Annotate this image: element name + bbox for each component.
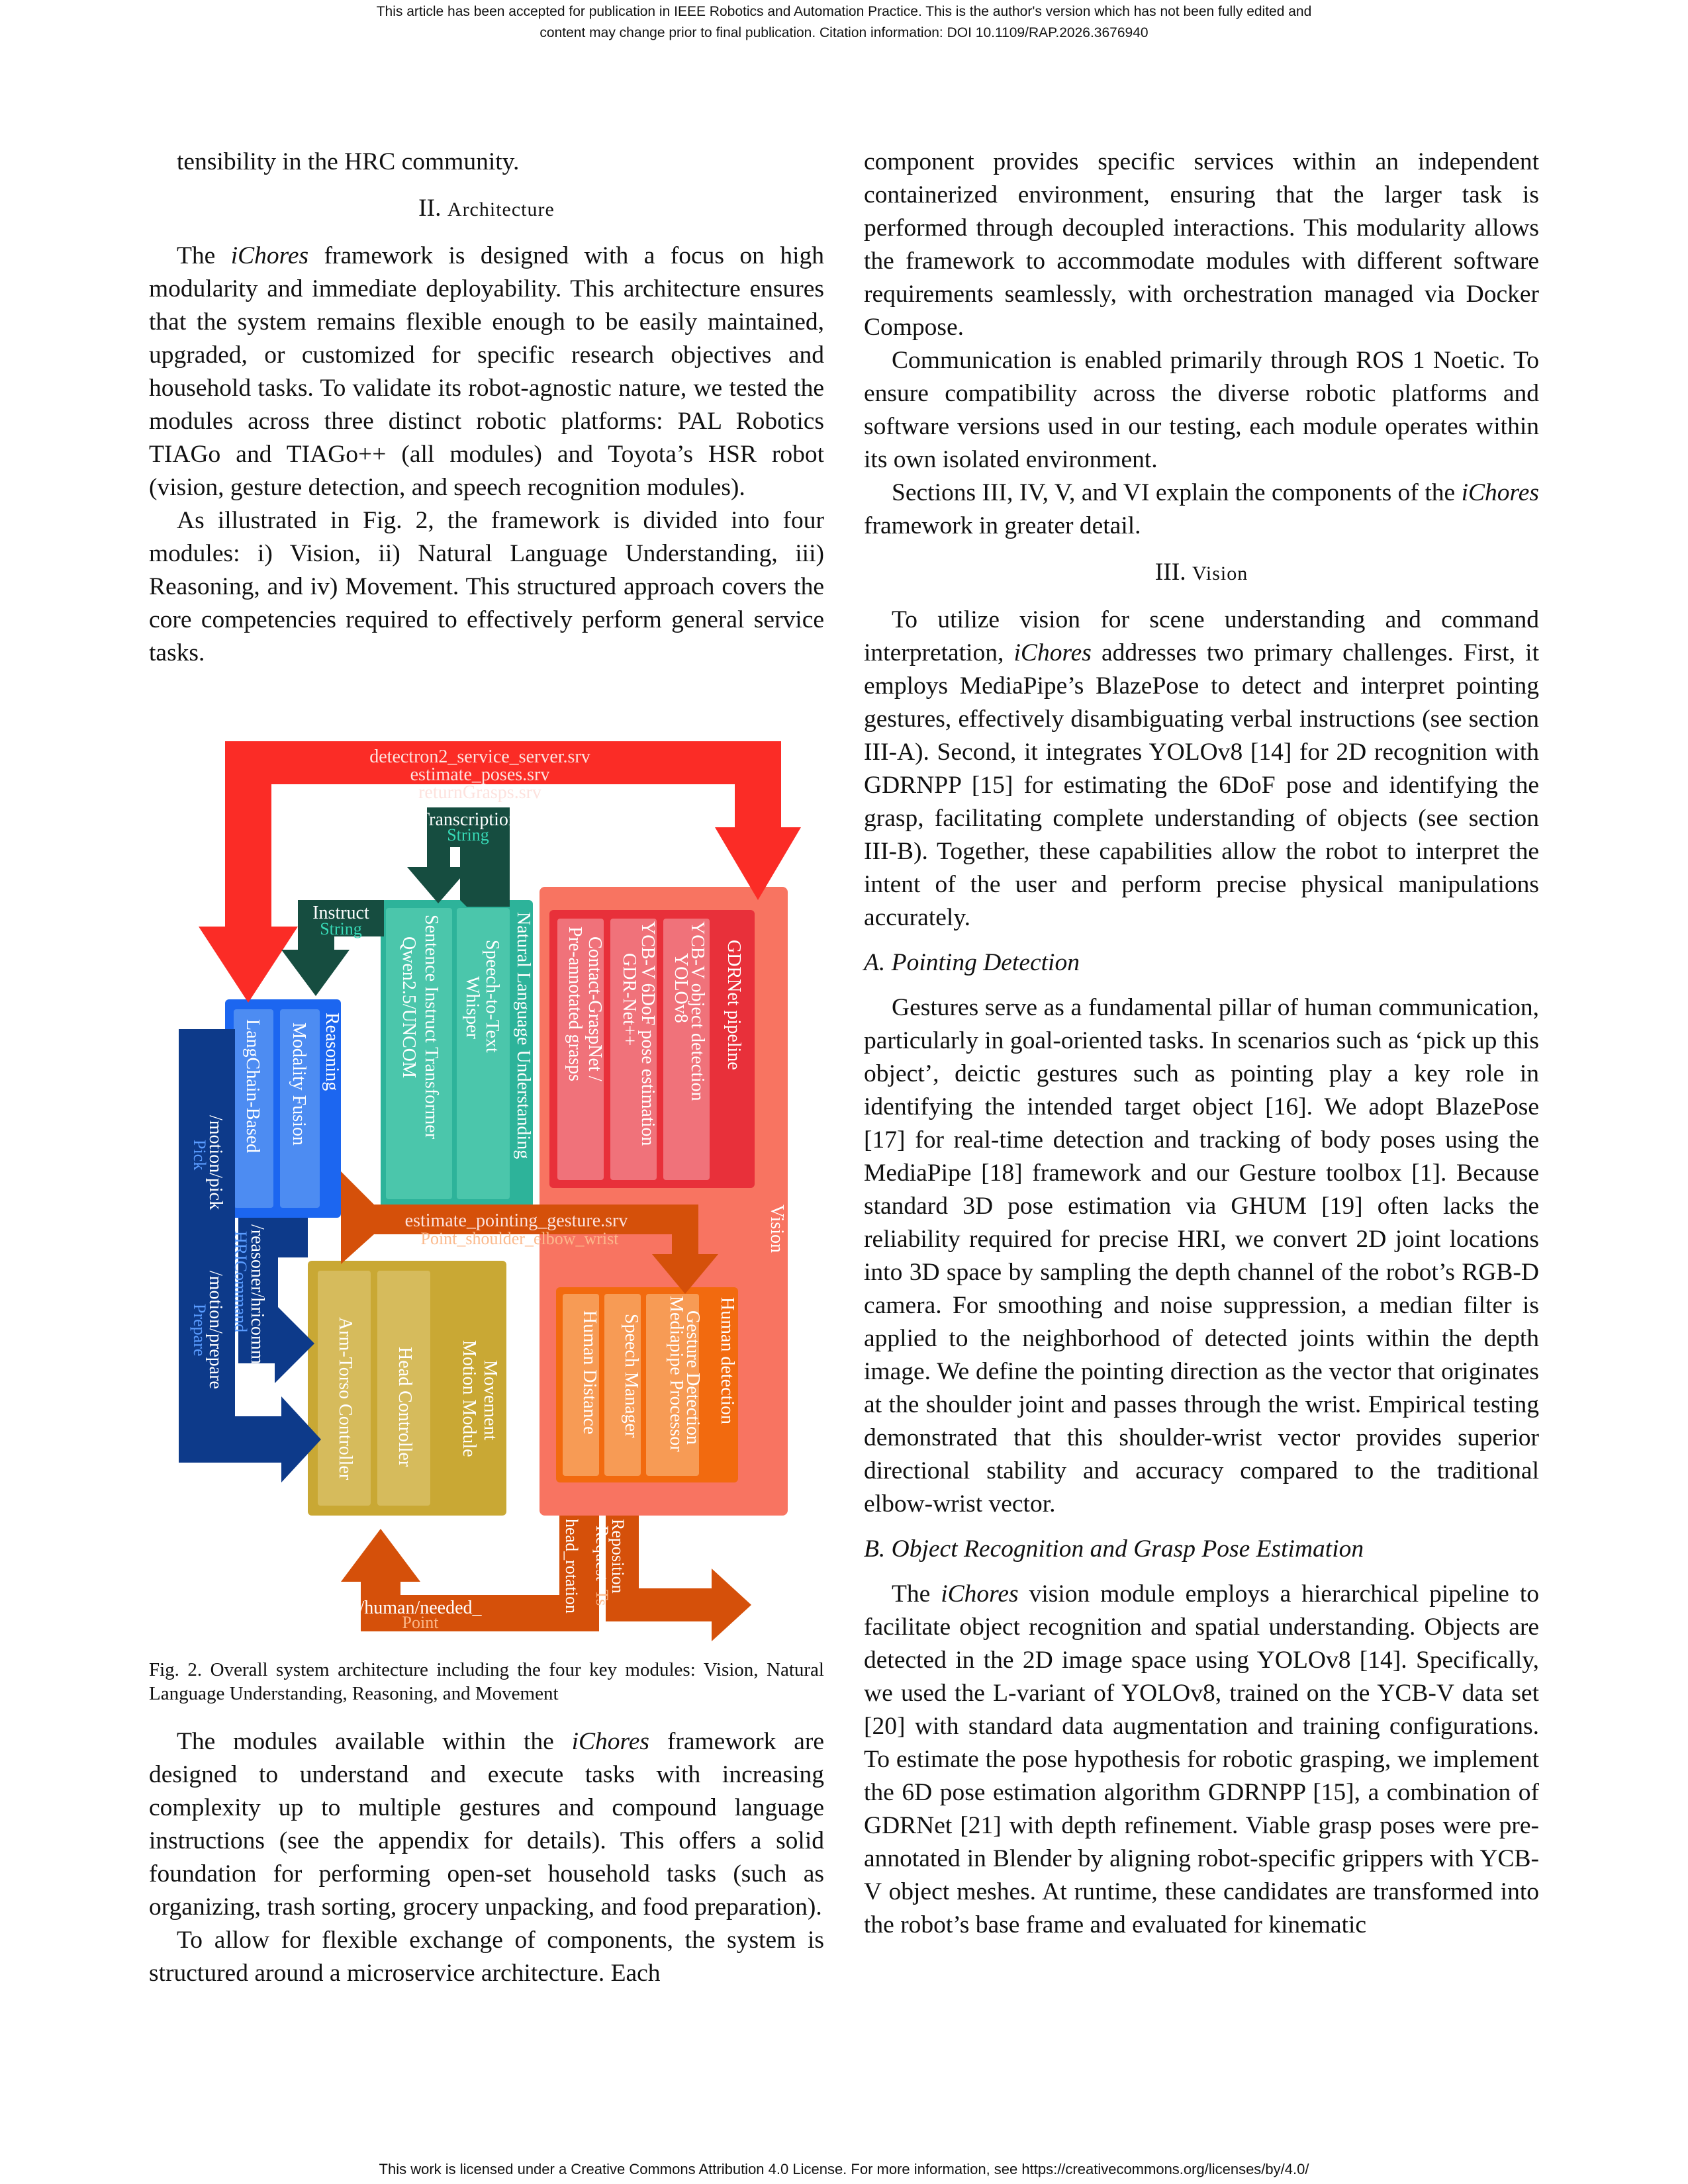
human-distance-label: Human Distance bbox=[579, 1310, 600, 1435]
prepare-type-label: Prepare bbox=[190, 1304, 209, 1357]
motion-pick-arrow-stem bbox=[179, 1029, 235, 1463]
reposition-label: Reposition bbox=[608, 1519, 628, 1594]
text: addresses two primary challenges. First, it employs MediaPipe’s BlazePose to detect and interpret pointing gestures, effectively disambiguating verbal instructions (see section III-A). Second, it integrates YOLOv8 [14] for 2D recognition with GDRNPP [15] for estimating the 6DoF pose and identifying the grasp, facilitating complete understanding of objects (see section III-B). Together, these capabilities allow the robot to interpret the intent of the user and perform precise physical manipulations accurately. bbox=[864, 639, 1539, 931]
gdrnet-pose-estimation: YCB-V 6DoF pose estimation bbox=[637, 921, 658, 1146]
mediapipe-label: Mediapipe Processor bbox=[666, 1296, 686, 1452]
point-type-label: Point bbox=[402, 1613, 439, 1632]
hri-topic-label: /reasoner/hricommand bbox=[247, 1224, 267, 1391]
human-detection-title: Human detection bbox=[717, 1297, 737, 1425]
page-footer-license: This work is licensed under a Creative Commons Attribution 4.0 License. For more information, see https://creativecommons.org/licenses/by/4.0/ bbox=[379, 2161, 1309, 2177]
reasoning-title: Reasoning bbox=[322, 1013, 342, 1091]
nlu-speech-to-text: Speech-to-Text bbox=[482, 940, 502, 1053]
head-rotation-label: head_rotation bbox=[562, 1519, 581, 1614]
gdrnet-pre-annotated: Pre-annotated grasps bbox=[565, 927, 585, 1082]
page-header-line-2: content may change prior to final publication. Citation information: DOI 10.1109/RAP.2026.3676940 bbox=[539, 25, 1149, 40]
right-column bbox=[864, 146, 1539, 1942]
motion-pick-label: /motion/pick bbox=[205, 1115, 226, 1210]
paragraph-modules bbox=[149, 1725, 824, 1924]
page-header-line-1: This article has been accepted for publication in IEEE Robotics and Automation Practice. This is the author's version which has not been fully edited and bbox=[376, 4, 1312, 19]
paragraph-pointing: Gestures serve as a fundamental pillar of human communication, particularly in goal-oriented tasks. In scenarios such as ‘pick up this object’, deictic gestures such as pointing play a key role in identifying the intended target object [16]. We adopt BlazePose [17] for real-time detection and tracking of body poses using the MediaPipe [18] framework and our Gesture toolbox [1]. Because standard 3D pose estimation via GHUM [19] often lacks the reliability required for precise HRI, we convert 2D joint locations into 3D space by sampling the depth channel of the robot’s RGB-D camera. For smoothing and noise suppression, a median filter is applied to the neighborhood of detected joints within the depth image. We define the pointing direction as the vector that originates at the shoulder joint and passes through the wrist. Empirical testing demonstrated that this shoulder-wrist vector provides superior directional stability and accuracy compared to the traditional elbow-wrist vector. bbox=[864, 994, 1539, 1518]
nlu-title: Natural Language Understanding bbox=[513, 912, 534, 1160]
paragraph-object-recognition bbox=[864, 1578, 1539, 1942]
human-needed-label: /human/needed_ bbox=[359, 1598, 482, 1618]
text: To utilize vision for scene understanding and command interpretation, bbox=[864, 606, 1539, 666]
head-controller-label: Head Controller bbox=[395, 1347, 415, 1467]
gdrnet-contact-graspnet: Contact-GraspNet / bbox=[585, 936, 605, 1081]
paragraph-component: component provides specific services within an independent containerized environment, ensuring that the larger task is performed through decoupled interactions. This modularity allows the framework to accommodate modules with different software requirements seamlessly, with orchestration managed via Docker Compose. bbox=[864, 148, 1539, 341]
figure-caption: Fig. 2. Overall system architecture including the four key modules: Vision, Natural Language Understanding, Reasoning, and Movement bbox=[149, 1659, 824, 1704]
paragraph-continued: tensibility in the HRC community. bbox=[177, 148, 520, 175]
paragraph-communication: Communication is enabled primarily through ROS 1 Noetic. To ensure compatibility across the diverse robotic platforms and software versions used in our testing, each module operates within its own isolated environment. bbox=[864, 347, 1539, 473]
gesture-service-label: estimate_pointing_gesture.srv bbox=[404, 1210, 628, 1231]
left-column-top bbox=[149, 146, 824, 670]
text: framework are designed to understand and execute tasks with increasing complexity up to multiple gestures and compound language instructions (see the appendix for details). This offers a solid foundation for performing open-set household tasks (such as organizing, trash sorting, grocery unpacking, and food preparation). bbox=[149, 1728, 824, 1921]
gdrnet-object-detection: YCB-V object detection bbox=[687, 921, 708, 1101]
text: The bbox=[892, 1580, 941, 1608]
paragraph-architecture-1 bbox=[149, 240, 824, 504]
paragraph-sections bbox=[864, 477, 1539, 543]
hri-command-arrow-top bbox=[278, 1218, 308, 1257]
emphasis-ichores: iChores bbox=[1461, 479, 1539, 506]
paragraph-microservice: To allow for flexible exchange of components, the system is structured around a microservice architecture. Each bbox=[149, 1927, 824, 1987]
gesture-type-label: Point_shoulder_elbow_wrist bbox=[420, 1229, 619, 1248]
nlu-qwen: Qwen2.5/UNCOM bbox=[399, 936, 419, 1078]
text: The modules available within the bbox=[177, 1728, 572, 1755]
subsection-heading-object-recognition: B. Object Recognition and Grasp Pose Estimation bbox=[864, 1535, 1364, 1563]
emphasis-ichores: iChores bbox=[941, 1580, 1019, 1608]
architecture-diagram bbox=[149, 741, 851, 1655]
text: framework is designed with a focus on high modularity and immediate deployability. This architecture ensures that the system remains flexible enough to be easily maintained, upgraded, or customized for specific research objectives and household tasks. To validate its robot-agnostic nature, we tested the modules across three distinct robotic platforms: PAL Robotics TIAGo and TIAGo++ (all modules) and Toyota’s HSR robot (vision, gesture detection, and speech recognition modules). bbox=[149, 242, 824, 501]
text: The bbox=[177, 242, 231, 269]
arm-torso-label: Arm-Torso Controller bbox=[335, 1317, 355, 1480]
transcription-type-label: String bbox=[447, 825, 489, 844]
text: Sections III, IV, V, and VI explain the components of the bbox=[892, 479, 1462, 506]
detectron-service-label: detectron2_service_server.srv bbox=[369, 747, 590, 767]
movement-title: Movement bbox=[480, 1360, 500, 1441]
vision-label: Vision bbox=[767, 1205, 787, 1253]
emphasis-ichores: iChores bbox=[1013, 639, 1092, 666]
section-heading-vision bbox=[864, 556, 1539, 590]
section-heading-architecture bbox=[149, 192, 824, 226]
section-title: Architecture bbox=[447, 199, 555, 220]
instruct-type-label: String bbox=[320, 919, 362, 938]
transcription-label: Transcription bbox=[418, 809, 518, 830]
request-label: Request bbox=[592, 1525, 612, 1581]
architecture-figure bbox=[149, 741, 851, 1655]
emphasis-ichores: iChores bbox=[230, 242, 309, 269]
text: framework in greater detail. bbox=[864, 512, 1141, 539]
hri-type-label: HRICommand bbox=[231, 1231, 250, 1333]
instruct-arrow-head bbox=[281, 936, 350, 996]
left-column-bottom bbox=[149, 1725, 824, 1990]
subsection-heading-pointing: A. Pointing Detection bbox=[864, 949, 1080, 976]
ts-label: Ts bbox=[592, 1590, 612, 1606]
modality-fusion-label: Modality Fusion bbox=[289, 1023, 309, 1146]
instruct-label: Instruct bbox=[312, 903, 369, 923]
gdrnet-title: GDRNet pipeline bbox=[724, 940, 744, 1070]
gesture-detection-label: Gesture Detection bbox=[682, 1310, 703, 1445]
motion-prepare-label: /motion/prepare bbox=[205, 1271, 226, 1389]
section-title: Vision bbox=[1192, 563, 1248, 584]
section-number: II. bbox=[418, 195, 447, 222]
nlu-sentence-transformer: Sentence Instruct Transformer bbox=[421, 915, 442, 1140]
emphasis-ichores: iChores bbox=[571, 1728, 649, 1755]
estimate-poses-label: estimate_poses.srv bbox=[410, 764, 550, 785]
return-grasps-label: returnGrasps.srv bbox=[418, 782, 541, 803]
paragraph-architecture-2: As illustrated in Fig. 2, the framework is divided into four modules: i) Vision, ii) Natural Language Understanding, iii) Reasoning, and iv) Movement. This structured approach covers the core competencies required to effectively perform general service tasks. bbox=[149, 507, 824, 666]
gdrnet-gdrnetpp: GDR-Net++ bbox=[619, 953, 639, 1046]
text: vision module employs a hierarchical pipeline to facilitate object recognition and spatial understanding. Objects are detected in the 2D image space using YOLOv8 [14]. Specifically, we used the L-variant of YOLOv8, trained on the YCB-V data set [20] with standard data augmentation and training configurations. To estimate the pose hypothesis for robotic grasping, we implement the 6D pose estimation algorithm GDRNPP [15], a combination of GDRNet [21] with depth refinement. Viable grasp poses were pre-annotated in Blender by aligning robot-specific grippers with YCB-V object meshes. At runtime, these candidates are transformed into the robot’s base frame and evaluated for kinematic bbox=[864, 1580, 1539, 1938]
nlu-whisper: Whisper bbox=[462, 976, 483, 1039]
gdrnet-yolo: YOLOv8 bbox=[671, 953, 691, 1023]
motion-module-label: Motion Module bbox=[459, 1340, 479, 1457]
section-number: III. bbox=[1154, 559, 1192, 586]
pick-type-label: Pick bbox=[190, 1140, 209, 1171]
paragraph-vision bbox=[864, 604, 1539, 934]
langchain-label: LangChain-Based bbox=[242, 1019, 263, 1154]
speech-manager-label: Speech Manager bbox=[621, 1314, 641, 1438]
